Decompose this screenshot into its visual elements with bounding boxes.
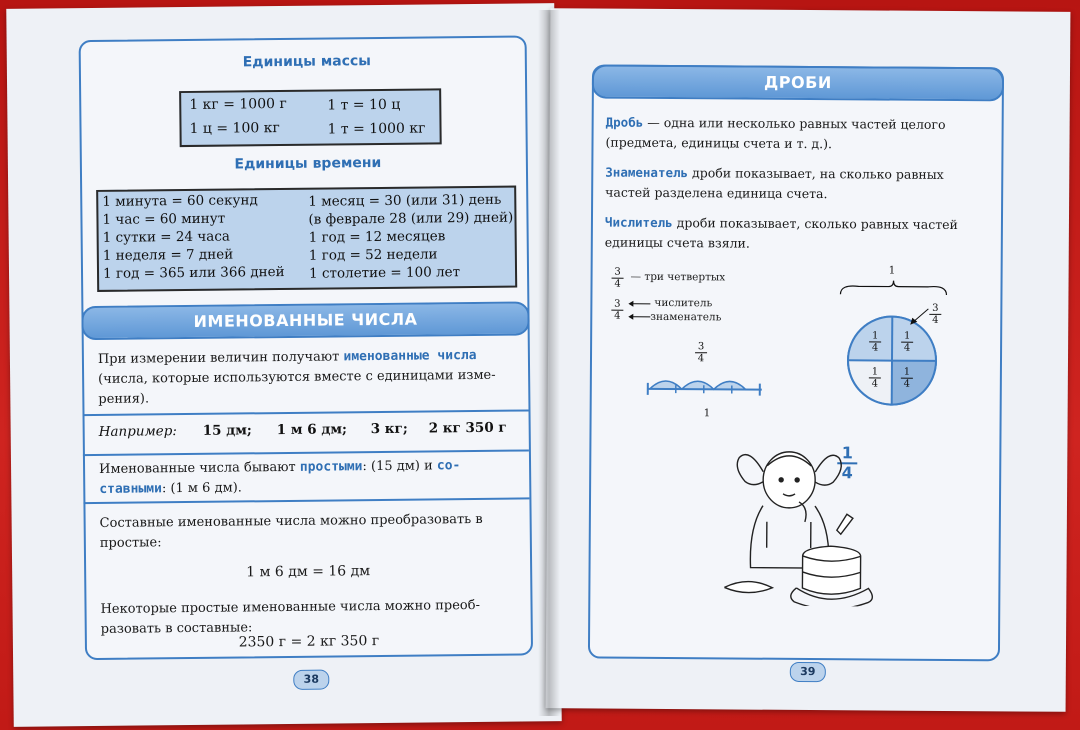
examples-row <box>99 420 515 446</box>
time-cell: 1 час = 60 минут <box>102 210 226 228</box>
example-item: 15 дм; <box>202 422 252 439</box>
time-cell: 1 минута = 60 секунд <box>102 192 258 210</box>
number-line-diagram <box>644 365 768 406</box>
frac-den: 4 <box>614 310 621 322</box>
time-cell: (в феврале 28 (или 29) дней) <box>308 209 514 228</box>
mass-title: Единицы массы <box>242 53 372 71</box>
fraction-parts <box>610 299 624 322</box>
left-page <box>6 3 561 727</box>
fractions-banner: ДРОБИ <box>592 64 1004 101</box>
def2-text: дроби показывает, на сколько равных частей разделена единица счета. <box>605 165 944 202</box>
line-fraction <box>694 341 708 364</box>
term-fraction: Дробь <box>605 114 644 130</box>
three-quarters-label: — три четвертых <box>630 270 726 284</box>
fraction-definition <box>605 113 989 156</box>
kinds-term-compound: со-ставными <box>99 458 461 497</box>
fraction-three-quarters <box>610 267 624 290</box>
time-cell: 1 сутки = 24 часа <box>102 228 230 246</box>
time-cell: 1 год = 52 недели <box>308 246 438 264</box>
def1-text: — одна или несколько равных частей целого (предмета, единицы счета и т. д.). <box>605 114 946 152</box>
frac-num: 3 <box>614 298 621 310</box>
page-number: 39 <box>790 662 826 682</box>
arrow-icon <box>626 299 652 323</box>
brace-icon <box>838 278 948 299</box>
named-numbers-banner: ИМЕНОВАННЫЕ ЧИСЛА <box>81 301 529 340</box>
time-table <box>96 186 517 292</box>
intro-prefix: При измерении величин получают <box>97 349 344 367</box>
denominator-label: знаменатель <box>650 310 722 324</box>
frac-num: 1 <box>871 330 879 342</box>
page-number: 38 <box>293 670 329 690</box>
def3-text: дроби показывает, сколько равных частей единицы счета взяли. <box>604 215 958 251</box>
kinds-suffix: : (1 м 6 дм). <box>161 480 242 497</box>
frac-den: 4 <box>697 353 705 365</box>
mass-cell: 1 ц = 100 кг <box>189 120 280 137</box>
right-page <box>546 8 1071 712</box>
example-item: 3 кг; <box>370 420 408 438</box>
kinds-prefix: Именованные числа бывают <box>99 459 300 477</box>
frac-den: 4 <box>903 378 911 390</box>
girl-with-cake-illustration <box>718 437 889 606</box>
kinds-mid: : (15 дм) и <box>362 458 437 475</box>
convert2-text: Некоторые простые именованные числа можно преоб-разовать в составные: <box>100 597 481 637</box>
frac-num: 1 <box>903 366 911 378</box>
term-numerator: Числитель <box>604 214 673 231</box>
frac-num: 3 <box>932 302 939 314</box>
intro-suffix: (числа, которые используются вместе с единицами изме-рения). <box>98 367 496 407</box>
quarter-label <box>900 367 914 390</box>
time-cell: 1 столетие = 100 лет <box>308 264 461 282</box>
frac-num: 1 <box>903 330 911 342</box>
time-cell: 1 год = 12 месяцев <box>308 228 446 246</box>
frac-den: 4 <box>871 378 879 390</box>
frac-num: 1 <box>871 366 879 378</box>
mass-cell: 1 т = 10 ц <box>327 96 401 114</box>
frac-den: 4 <box>841 463 853 483</box>
pointer-arrow-icon <box>908 307 930 329</box>
mass-cell: 1 т = 1000 кг <box>327 120 426 138</box>
frac-den: 4 <box>871 342 879 354</box>
frac-num: 3 <box>697 341 705 353</box>
frac-num: 3 <box>614 266 621 278</box>
convert1-example: 1 м 6 дм = 16 дм <box>246 563 371 581</box>
time-title: Единицы времени <box>234 154 382 173</box>
term-denominator: Знаменатель <box>605 164 689 181</box>
time-cell: 1 неделя = 7 дней <box>102 246 234 264</box>
convert2-example: 2350 г = 2 кг 350 г <box>238 633 380 651</box>
named-numbers-intro <box>98 346 515 410</box>
time-cell: 1 месяц = 30 (или 31) день <box>308 191 502 210</box>
mass-cell: 1 кг = 1000 г <box>189 95 287 113</box>
denominator-definition <box>605 163 989 206</box>
number-line-label: 1 <box>703 407 711 420</box>
whole-label: 1 <box>888 264 896 277</box>
quarter-label <box>868 330 882 353</box>
numerator-label: числитель <box>654 296 713 310</box>
frac-den: 4 <box>932 314 939 326</box>
frac-den: 4 <box>903 342 911 354</box>
example-item: 2 кг 350 г <box>428 419 507 437</box>
book-gutter <box>538 10 560 716</box>
quarter-label <box>900 331 914 354</box>
kinds-term-simple: простыми <box>299 459 363 475</box>
example-item: 1 м 6 дм; <box>276 421 348 439</box>
numerator-definition <box>605 213 989 256</box>
frac-num: 1 <box>841 443 853 463</box>
named-numbers-kinds <box>99 456 515 500</box>
frac-den: 4 <box>614 278 621 290</box>
mass-table <box>179 88 442 147</box>
time-cell: 1 год = 365 или 366 дней <box>102 263 285 282</box>
example-label: Например: <box>98 423 178 440</box>
convert1-text: Составные именованные числа можно преобразовать в простые: <box>99 511 483 551</box>
quarter-label <box>868 366 882 389</box>
intro-term: именованные числа <box>343 347 477 365</box>
